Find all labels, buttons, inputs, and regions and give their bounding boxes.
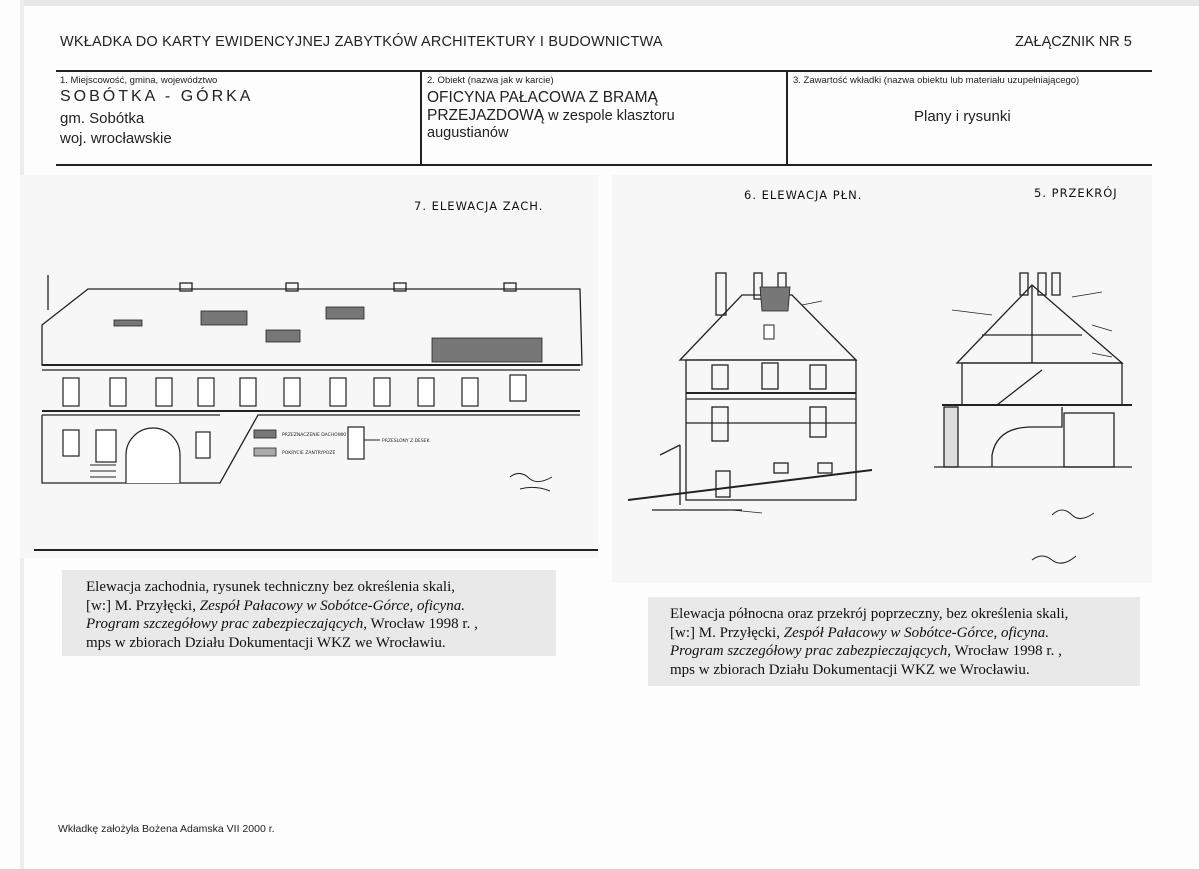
north-elevation-section-drawing xyxy=(612,175,1152,583)
caption-line-4: mps w zbiorach Działu Dokumentacji WKZ we Wrocławiu. xyxy=(86,634,446,651)
form-title: WKŁADKA DO KARTY EWIDENCYJNEJ ZABYTKÓW ARCHITEKTURY I BUDOWNICTWA xyxy=(60,34,663,50)
object-name-rest: w zespole klasztoru xyxy=(544,107,675,124)
scan-edge-top xyxy=(20,0,1199,6)
signature-scribble-right xyxy=(1052,510,1094,519)
west-elevation-caption xyxy=(62,570,556,656)
west-elevation-heading: 7. ELEWACJA ZACH. xyxy=(414,199,544,213)
object-name-line2 xyxy=(427,107,777,126)
signature-scribble xyxy=(510,473,552,491)
caption-work-subtitle: Program szczegółowy prac zabezpieczających, xyxy=(86,616,368,632)
west-legend-3: PRZESLONY Z DESEK xyxy=(382,439,430,444)
caption-place-year: Wrocław 1998 r. , xyxy=(951,643,1062,659)
west-legend-2: POKRYCIE ZANTRYPOZE xyxy=(282,451,336,456)
caption-work-title: Zespół Pałacowy w Sobótce-Górce, oficyna. xyxy=(783,624,1049,641)
caption-author: [w:] M. Przyłęcki, xyxy=(86,597,200,614)
caption-work-subtitle: Program szczegółowy prac zabezpieczających, xyxy=(670,643,952,659)
north-elevation-heading: 6. ELEWACJA PŁN. xyxy=(744,188,863,202)
caption-work-title: Zespół Pałacowy w Sobótce-Górce, oficyna. xyxy=(199,597,465,614)
section-heading: 5. PRZEKRÓJ xyxy=(1034,186,1118,200)
table-divider-2 xyxy=(786,70,788,166)
footer-note: Wkładkę założyła Bożena Adamska VII 2000 r. xyxy=(58,823,275,835)
object-name-line3: augustianów xyxy=(427,125,509,141)
object-name xyxy=(427,89,777,143)
initials-scribble xyxy=(1032,556,1076,563)
west-legend-1: PRZEZNACZENIE DACHOWKI xyxy=(282,433,347,438)
location-gmina: gm. Sobótka xyxy=(60,110,145,127)
caption-line-3 xyxy=(86,615,556,634)
west-elevation-drawing xyxy=(20,175,598,558)
north-elevation-caption xyxy=(648,597,1140,686)
north-elevation-section-sketch xyxy=(612,175,1152,583)
caption-line-1: Elewacja zachodnia, rysunek techniczny bez określenia skali, xyxy=(86,579,456,595)
caption-line-2 xyxy=(670,624,1140,643)
table-divider-1 xyxy=(420,70,422,166)
west-elevation-sketch xyxy=(20,175,598,558)
caption-line-4: mps w zbiorach Działu Dokumentacji WKZ we Wrocławiu. xyxy=(670,661,1030,678)
caption-line-1: Elewacja północna oraz przekrój poprzeczny, bez określenia skali, xyxy=(670,606,1069,622)
content-label: 3. Zawartość wkładki (nazwa obiektu lub materiału uzupełniającego) xyxy=(793,75,1080,86)
object-label: 2. Obiekt (nazwa jak w karcie) xyxy=(427,75,554,86)
location-name: SOBÓTKA - GÓRKA xyxy=(60,88,254,105)
caption-line-2 xyxy=(86,597,556,616)
table-bottom-rule xyxy=(56,164,1152,166)
caption-place-year: Wrocław 1998 r. , xyxy=(367,616,478,632)
location-label: 1. Miejscowość, gmina, województwo xyxy=(60,75,218,86)
caption-line-3 xyxy=(670,642,1140,661)
content-value: Plany i rysunki xyxy=(914,108,1011,125)
object-name-caps: PRZEJAZDOWĄ xyxy=(427,106,545,124)
table-top-rule xyxy=(56,70,1152,72)
caption-author: [w:] M. Przyłęcki, xyxy=(670,624,784,641)
annex-number: ZAŁĄCZNIK NR 5 xyxy=(1015,34,1132,50)
location-voivodeship: woj. wrocławskie xyxy=(60,130,172,147)
object-name-line1: OFICYNA PAŁACOWA Z BRAMĄ xyxy=(427,89,658,106)
